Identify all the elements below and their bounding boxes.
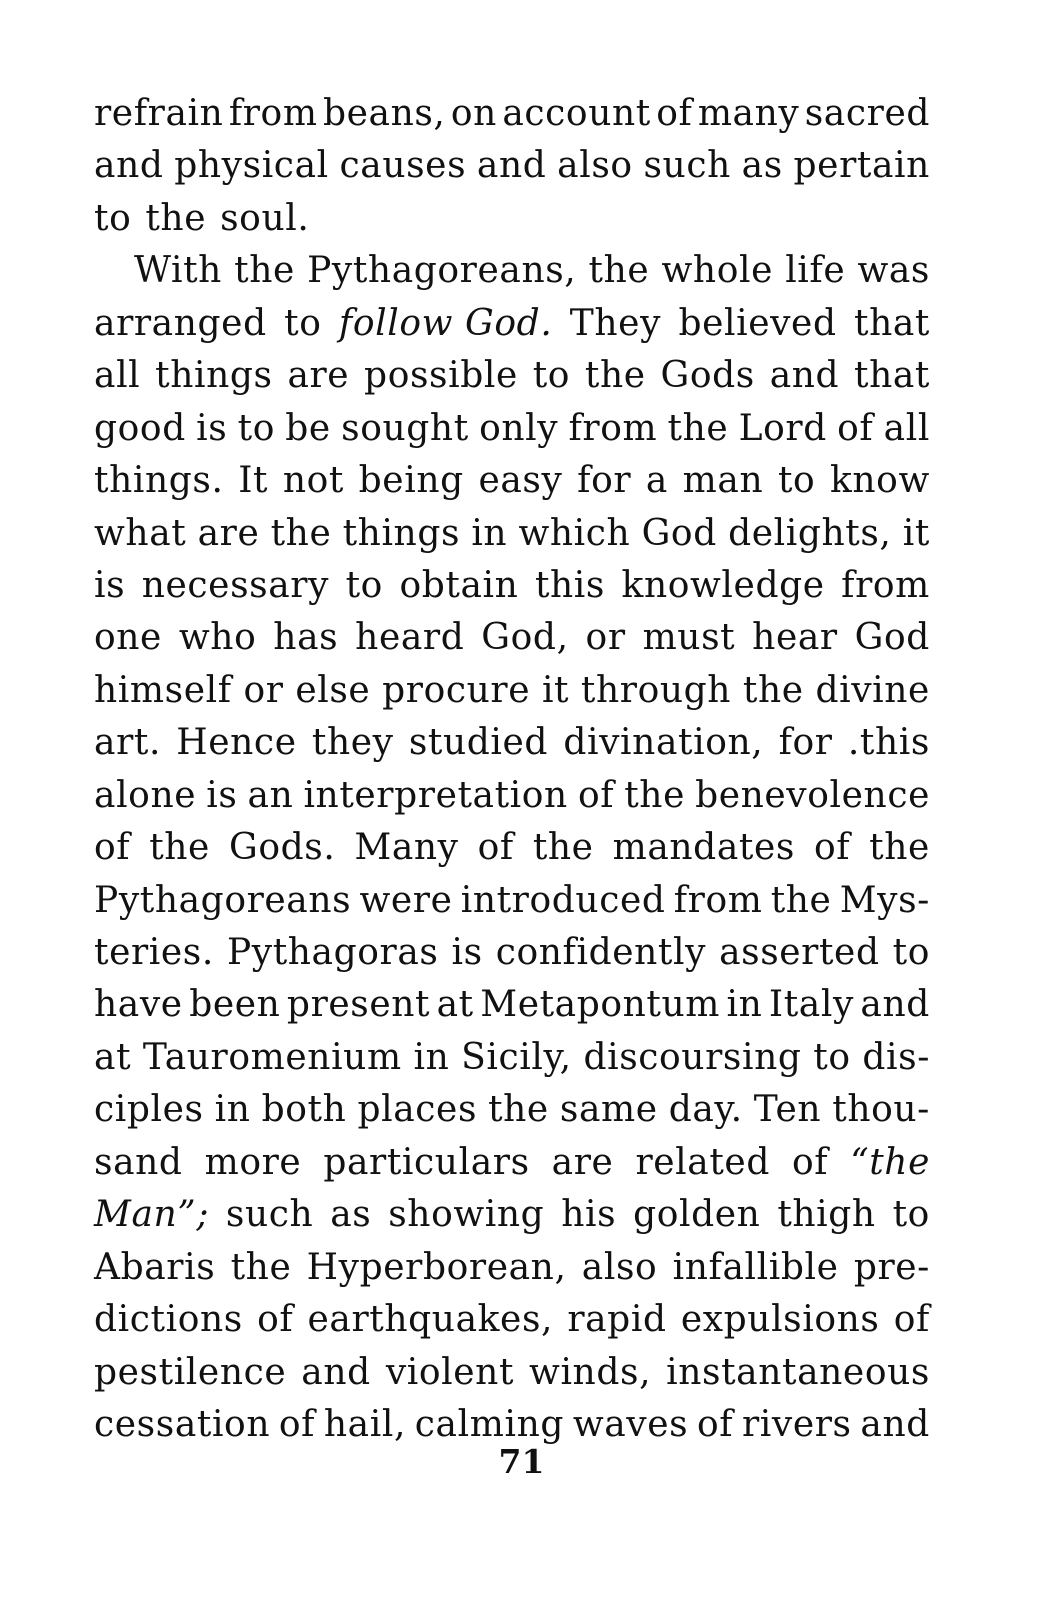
word: such — [225, 1194, 314, 1236]
word: soul. — [220, 197, 310, 239]
text-line — [94, 1137, 930, 1189]
word: all — [883, 407, 930, 449]
word: Gods — [660, 355, 755, 397]
word: possible — [364, 355, 518, 397]
word: they — [311, 722, 394, 764]
word: account — [502, 93, 651, 134]
text-line — [94, 140, 930, 192]
text-line — [94, 403, 930, 455]
word: divine — [815, 669, 930, 711]
word: related — [635, 1141, 770, 1183]
word: obtain — [399, 564, 519, 606]
word: the — [234, 250, 295, 292]
word: infallible — [672, 1246, 839, 1288]
word: to — [892, 1194, 930, 1236]
word: golden — [633, 1194, 761, 1236]
word: it — [902, 512, 930, 554]
word: Italy — [768, 984, 854, 1026]
word: mandates — [612, 827, 795, 869]
word: to — [813, 1036, 851, 1078]
word: winds, — [529, 1351, 652, 1393]
word: of — [278, 1403, 316, 1445]
text-line — [94, 875, 930, 927]
word: discoursing — [583, 1036, 802, 1078]
word: earthquakes, — [307, 1299, 554, 1341]
word: day. — [668, 1089, 743, 1131]
word: his — [561, 1194, 617, 1236]
word: of — [813, 827, 851, 869]
word: alone — [94, 774, 197, 816]
word: knowledge — [621, 564, 825, 606]
word: as — [330, 1194, 372, 1236]
word: follow God. — [338, 302, 553, 344]
word: was — [857, 250, 930, 292]
text-line — [94, 927, 930, 979]
word: in — [413, 1036, 450, 1078]
word: benevolence — [695, 774, 930, 816]
word: being — [358, 460, 464, 502]
word: the — [145, 197, 207, 239]
word: God, — [481, 617, 569, 659]
word: the — [624, 774, 685, 816]
word: things — [342, 512, 461, 554]
word: one — [94, 617, 162, 659]
word: Hyperborean, — [306, 1246, 567, 1288]
word: the — [742, 669, 804, 711]
word: the — [667, 407, 729, 449]
word: things. — [94, 460, 224, 502]
word: Lord — [738, 407, 827, 449]
word: showing — [388, 1194, 545, 1236]
word: that — [854, 302, 930, 344]
text-line — [94, 979, 930, 1031]
text-line — [94, 665, 930, 717]
word: such — [643, 145, 731, 187]
word: Hence — [176, 722, 297, 764]
word: all — [94, 355, 141, 397]
word: Abaris — [94, 1246, 216, 1288]
word: life — [785, 250, 846, 292]
text-line — [94, 193, 930, 245]
word: for — [577, 460, 632, 502]
word: are — [551, 1141, 614, 1183]
word: from — [568, 407, 658, 449]
word: things — [155, 355, 273, 397]
word: it — [541, 669, 570, 711]
word: or — [243, 669, 284, 711]
word: sand — [94, 1141, 183, 1183]
word: instantaneous — [666, 1351, 930, 1393]
text-line — [94, 245, 930, 297]
word: pre- — [853, 1246, 930, 1288]
word: dictions — [94, 1299, 243, 1341]
word: the — [270, 512, 332, 554]
word: Man”; — [94, 1194, 210, 1236]
word: is — [206, 774, 238, 816]
word: himself — [94, 669, 232, 711]
word: as — [741, 145, 783, 187]
word: the — [869, 827, 930, 869]
text-line — [94, 1347, 930, 1399]
word: delights, — [728, 512, 892, 554]
word: in — [214, 1089, 251, 1131]
body-text — [94, 88, 930, 1451]
word: of — [94, 827, 131, 869]
word: easy — [478, 460, 563, 502]
word: confidently — [495, 932, 707, 973]
word: from — [841, 564, 930, 606]
word: both — [261, 1089, 347, 1131]
word: asserted — [719, 932, 880, 973]
word: refrain — [94, 93, 224, 134]
word: and — [301, 1351, 371, 1393]
text-line — [94, 612, 930, 664]
word: an — [247, 774, 294, 816]
word: cessation — [94, 1403, 271, 1445]
text-line — [94, 1294, 930, 1346]
word: more — [204, 1141, 302, 1183]
word: also — [557, 145, 633, 187]
word: or — [585, 617, 626, 659]
word: what — [94, 512, 187, 554]
word: not — [282, 460, 344, 502]
word: heard — [355, 617, 465, 659]
word: introduced — [460, 879, 666, 921]
word: interpretation — [303, 774, 568, 816]
word: been — [189, 984, 281, 1026]
word: studied — [408, 722, 549, 764]
word: the — [584, 355, 646, 397]
word: With — [134, 250, 222, 292]
text-line — [94, 455, 930, 507]
word: and — [860, 984, 930, 1026]
word: pestilence — [94, 1351, 287, 1393]
word: the — [532, 827, 594, 869]
word: violent — [385, 1351, 515, 1393]
word: art. — [94, 722, 161, 764]
word: in — [726, 984, 763, 1026]
word: at — [94, 1036, 132, 1078]
word: Mys- — [839, 879, 930, 921]
word: Ten — [753, 1089, 822, 1131]
word: to — [345, 564, 383, 606]
word: God — [854, 617, 930, 659]
word: sacred — [804, 93, 930, 134]
word: is — [196, 407, 228, 449]
text-line — [94, 822, 930, 874]
word: arranged — [94, 302, 267, 344]
text-line — [94, 298, 930, 350]
page-number: 71 — [498, 1442, 545, 1481]
word: of — [792, 1141, 829, 1183]
word: sought — [341, 407, 469, 449]
word: It — [238, 460, 269, 502]
word: be — [285, 407, 331, 449]
word: to — [237, 407, 275, 449]
word: this — [534, 564, 605, 606]
word: dis- — [862, 1036, 930, 1078]
word: calming — [414, 1403, 565, 1445]
word: .this — [847, 722, 930, 764]
word: teries. — [94, 932, 214, 973]
word: are — [287, 355, 350, 397]
word: to — [94, 197, 132, 239]
word: of — [257, 1299, 294, 1341]
word: Many — [354, 827, 459, 869]
word: present — [286, 984, 431, 1026]
word: divination, — [563, 722, 764, 764]
text-line — [94, 1189, 930, 1241]
word: beans, — [322, 93, 446, 134]
word: is — [94, 564, 126, 606]
word: whole — [661, 250, 773, 292]
word: to — [777, 460, 816, 502]
text-line — [94, 508, 930, 560]
word: the — [149, 827, 210, 869]
word: Sicily, — [461, 1036, 572, 1078]
word: hear — [752, 617, 838, 659]
word: places — [357, 1089, 478, 1131]
word: rapid — [567, 1299, 667, 1341]
word: in — [471, 512, 508, 554]
word: Metapontum — [480, 984, 721, 1026]
text-line — [94, 1084, 930, 1136]
word: thigh — [777, 1194, 876, 1236]
word: must — [642, 617, 736, 659]
word: Pythagoreans — [94, 879, 352, 921]
word: is — [451, 932, 483, 973]
word: of — [837, 407, 874, 449]
text-line — [94, 560, 930, 612]
word: rivers — [741, 1403, 852, 1445]
word: procure — [382, 669, 531, 711]
word: good — [94, 407, 186, 449]
word: believed — [678, 302, 837, 344]
word: to — [284, 302, 322, 344]
word: many — [697, 93, 800, 134]
word: of — [656, 93, 693, 134]
word: and — [476, 145, 547, 187]
word: thou- — [832, 1089, 930, 1131]
word: has — [273, 617, 339, 659]
word: Pythagoras — [226, 932, 439, 973]
word: particulars — [323, 1141, 530, 1183]
word: for — [778, 722, 833, 764]
text-line — [94, 770, 930, 822]
word: through — [580, 669, 732, 711]
word: on — [450, 93, 497, 134]
word: the — [588, 250, 650, 292]
text-line — [94, 1032, 930, 1084]
text-line — [94, 717, 930, 769]
word: which — [518, 512, 631, 554]
word: God — [641, 512, 717, 554]
word: have — [94, 984, 183, 1026]
word: also — [581, 1246, 658, 1288]
word: Pythagoreans, — [307, 250, 577, 292]
word: expulsions — [680, 1299, 880, 1341]
word: and — [94, 145, 164, 187]
word: the — [488, 1089, 549, 1131]
word: to — [532, 355, 571, 397]
word: necessary — [141, 564, 330, 606]
word: who — [178, 617, 257, 659]
word: and — [769, 355, 840, 397]
word: else — [295, 669, 371, 711]
word: to — [892, 932, 930, 973]
word: from — [228, 93, 318, 134]
word: of — [477, 827, 514, 869]
text-line — [94, 1242, 930, 1294]
word: know — [829, 460, 930, 502]
word: of — [697, 1403, 734, 1445]
word: causes — [339, 145, 467, 187]
word: “the — [850, 1141, 930, 1183]
word: ciples — [94, 1089, 204, 1131]
word: same — [559, 1089, 658, 1131]
word: physical — [174, 145, 329, 187]
word: the — [770, 879, 832, 921]
word: only — [479, 407, 559, 449]
word: that — [854, 355, 930, 397]
word: the — [230, 1246, 292, 1288]
word: of — [577, 774, 615, 816]
word: a — [645, 460, 668, 502]
word: Tauromenium — [142, 1036, 402, 1078]
word: are — [197, 512, 260, 554]
word: waves — [572, 1403, 689, 1445]
word: hail, — [323, 1403, 407, 1445]
word: They — [569, 302, 662, 344]
word: and — [860, 1403, 930, 1445]
text-line — [94, 88, 930, 140]
word: man — [682, 460, 764, 502]
word: at — [436, 984, 474, 1026]
text-line — [94, 350, 930, 402]
word: Gods. — [228, 827, 336, 869]
word: of — [893, 1299, 930, 1341]
word: pertain — [793, 145, 930, 187]
word: were — [359, 879, 453, 921]
word: from — [673, 879, 763, 921]
